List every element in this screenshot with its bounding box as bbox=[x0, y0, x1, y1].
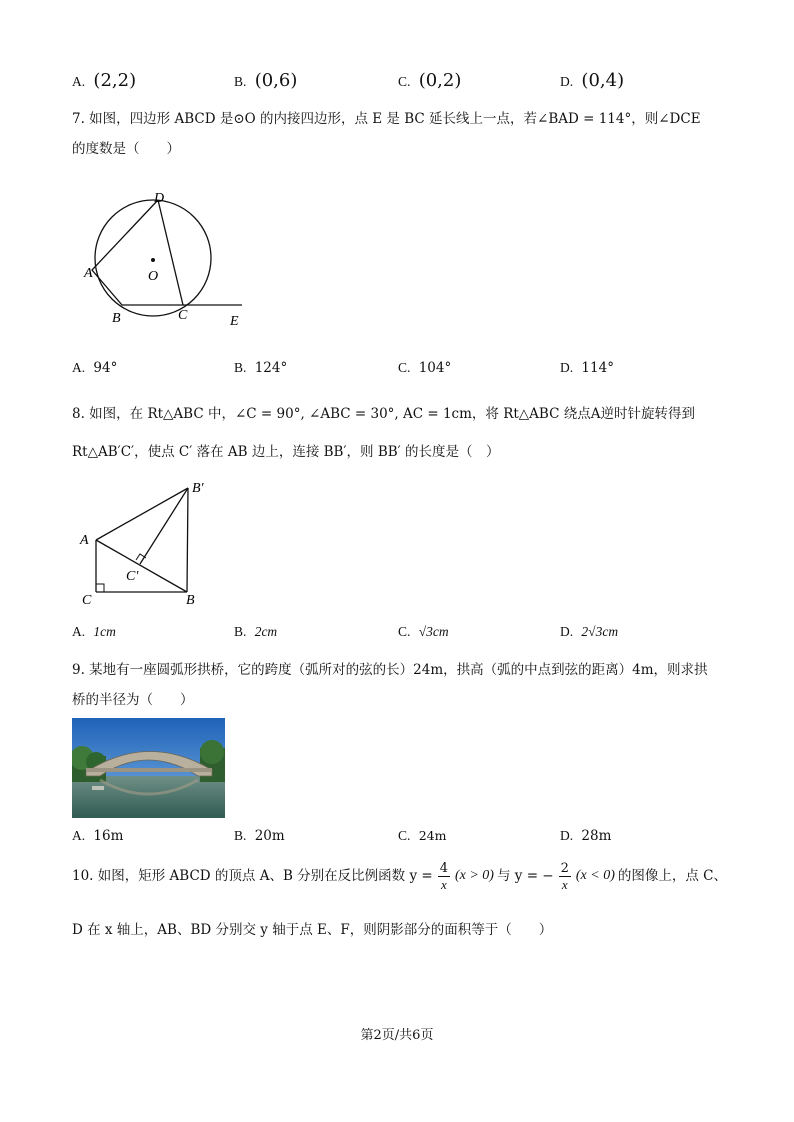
q7-label-c: C bbox=[178, 308, 188, 323]
q10-frac1-num: 4 bbox=[439, 861, 448, 876]
q7-option-c: C. 104° bbox=[398, 360, 452, 376]
q8-option-c: C. √3cm bbox=[398, 624, 449, 639]
q10-frac2-num: 2 bbox=[560, 861, 569, 876]
q7-label-e: E bbox=[230, 314, 239, 329]
q9-option-d: D. 28m bbox=[560, 828, 612, 844]
q10-text-b: 与 y = − bbox=[496, 868, 554, 885]
q8-option-a: A. 1cm bbox=[72, 624, 116, 639]
q8-label-cprime: C′ bbox=[126, 569, 139, 584]
q10-text-a: 10. 如图，矩形 ABCD 的顶点 A、B 分别在反比例函数 y = bbox=[72, 868, 433, 885]
q7-option-d: D. 114° bbox=[560, 360, 614, 376]
q9-stem-line2: 桥的半径为（ ） bbox=[72, 692, 194, 708]
q8-option-d: D. 2√3cm bbox=[560, 624, 619, 639]
page-footer: 第2页/共6页 bbox=[360, 1028, 434, 1043]
bridge-photo bbox=[72, 718, 225, 818]
q7-stem-line1: 7. 如图，四边形 ABCD 是⊙O 的内接四边形，点 E 是 BC 延长线上一点，若∠BAD = 114°，则∠DCE bbox=[72, 111, 701, 127]
q10-cond-2: (x < 0) bbox=[575, 868, 615, 884]
q10-stem-line1 bbox=[72, 862, 727, 891]
q8-triangle-figure bbox=[72, 474, 222, 610]
q9-option-b: B. 20m bbox=[234, 828, 285, 844]
q8-label-c: C bbox=[82, 593, 92, 608]
q8-option-b: B. 2cm bbox=[234, 624, 278, 639]
q9-stem-line1: 9. 某地有一座圆弧形拱桥，它的跨度（弧所对的弦的长）24m，拱高（弧的中点到弦的距离）4m，则求拱 bbox=[72, 662, 708, 678]
q10-frac2-den: x bbox=[561, 877, 568, 892]
q7-option-b: B. 124° bbox=[234, 360, 288, 376]
q7-label-b: B bbox=[112, 311, 121, 326]
q6-option-d: D. (0,4) bbox=[560, 70, 625, 91]
q8-stem-line1: 8. 如图，在 Rt△ABC 中，∠C = 90°, ∠ABC = 30°, AC = 1cm，将 Rt△ABC 绕点A逆时针旋转得到 bbox=[72, 406, 695, 422]
q7-stem-line2: 的度数是（ ） bbox=[72, 141, 180, 157]
q6-option-a: A. (2,2) bbox=[72, 70, 137, 91]
q7-label-o: O bbox=[148, 269, 159, 284]
q7-label-d: D bbox=[154, 191, 165, 206]
q10-cond-1: (x > 0) bbox=[454, 868, 494, 884]
q10-frac1-den: x bbox=[440, 877, 447, 892]
q10-fraction-2 bbox=[559, 862, 571, 891]
q8-label-a: A bbox=[80, 533, 89, 548]
q8-label-bprime: B′ bbox=[192, 481, 204, 496]
q8-label-b: B bbox=[186, 593, 195, 608]
q10-text-c: 的图像上，点 C、 bbox=[617, 868, 728, 885]
q7-option-a: A. 94° bbox=[72, 360, 118, 376]
q7-label-a: A bbox=[84, 266, 93, 281]
q10-fraction-1 bbox=[438, 862, 450, 891]
q8-stem-line2: Rt△AB′C′，使点 C′ 落在 AB 边上，连接 BB′，则 BB′ 的长度是（ ） bbox=[72, 444, 500, 460]
q7-circle-figure bbox=[70, 180, 260, 335]
q9-option-c: C. 24m bbox=[398, 828, 447, 843]
q6-option-c: C. (0,2) bbox=[398, 70, 462, 91]
q9-option-a: A. 16m bbox=[72, 828, 124, 844]
q10-stem-line2: D 在 x 轴上，AB、BD 分别交 y 轴于点 E、F，则阴影部分的面积等于（ ） bbox=[72, 922, 553, 938]
q6-option-b: B. (0,6) bbox=[234, 70, 298, 91]
